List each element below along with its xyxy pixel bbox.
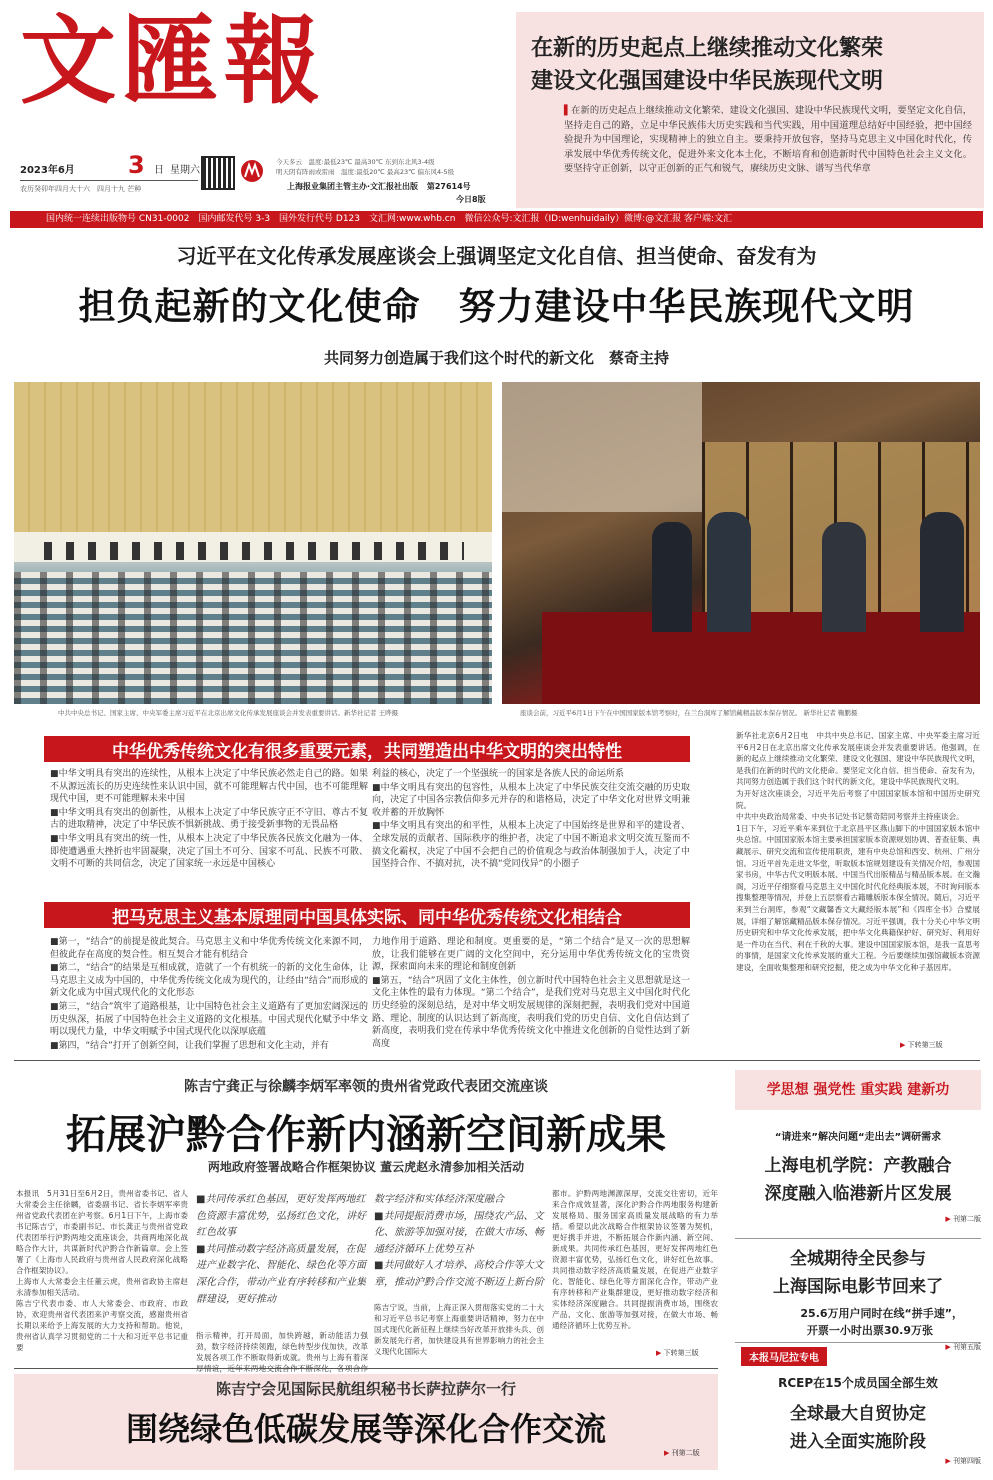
weather-today: 今天多云 <box>276 158 302 166</box>
sidebar-box-3 <box>735 1346 981 1470</box>
guizhou-col4: 都市。沪黔两地渊源深厚，交流交往密切，近年来合作成效显著，深化沪黔合作两地服务构建新发展格局、服务国家高质量发展战略的有力举措。希望以此次战略合作框架协议签署为契机，更好携手并进，不断拓展合作新内涵、新空间、新成果。共同传承红色基因，更好发挥两地红色资源丰富优势，弘扬红色文化，讲好红色故事。共同推动数字经济高质量发展，在促进产业数字化、智能化、绿色化等方面深化合作，带动产业有序转移和产业集群建设，更好推动数字经济和实体经济深度融合。共同提振消费市场，围绕农产品、文化、旅游等加强对接，在做大市场、畅通经济循环上优势互补。 <box>552 1189 718 1330</box>
lead-headline[interactable]: 担负起新的文化使命 努力建设中华民族现代文明 <box>78 285 915 328</box>
top-story-summary: ▌在新的历史起点上继续推动文化繁荣、建设文化强国、建设中华民族现代文明，要坚定文化自信，坚持走自己的路，立足中华民族伟大历史实践和当代实践，用中国道理总结好中国经验，把中国经验提升为中国理论，实现精神上的独立自主。要秉持开放包容，坚持马克思主义中国化时代化，传承发展中华优秀传统文化，促进外来文化本土化，不断培育和创造新时代中国特色社会主义文化。要坚持守正创新，以守正创新的正气和锐气，赓续历史文脉、谱写当代华章 <box>564 105 972 175</box>
caption-left: 中共中央总书记、国家主席、中央军委主席习近平在北京出席文化传承发展座谈会并发表重要讲话。新华社记者 王晔摄 <box>58 709 399 717</box>
temp-tomorrow: 温度:最低20℃ 最高23℃ 偏东风4-5级 <box>341 168 455 176</box>
right-col-continued[interactable]: ▶ 下转第三版 <box>900 1041 943 1049</box>
guizhou-continued[interactable]: ▶ 下转第三版 <box>656 1349 699 1357</box>
page-count: 今日8版 <box>456 195 486 204</box>
photo-visit <box>502 382 980 704</box>
guizhou-col1: 本报讯 5月31日至6月2日，贵州省委书记、省人大常委会主任徐麟，省委副书记、省长李炳军率贵州省党政代表团在沪考察。6月1日下午，上海市委书记陈吉宁，市委副书记、市长龚正与贵州省党政代表团举行沪黔两地交流座谈会，共商两地深化战略合作大计，共谋新时代沪黔合作新篇章。会上签署了《上海市人民政府与贵州省人民政府深化战略合作框架协议》。 上海市人大常委会主任董云虎，贵州省政协主席赵永清参加相关活动。 陈吉宁代表市委、市人大常委会、市政府、市政协，欢迎贵州省代表团来沪考察交流，感谢贵州省长期以来给予上海发展的大力支持和帮助。他说，贵州省认真学习贯彻党的二十大和习近平总书记重要 <box>16 1189 188 1352</box>
sidebar-head-3a[interactable]: 全球最大自贸协定 <box>790 1404 926 1424</box>
sidebar-head-2b[interactable]: 上海国际电影节回来了 <box>773 1277 943 1297</box>
date-lunar: 农历癸卯年四月大十六 四月十九 芒种 <box>20 185 142 193</box>
section1-col2: 利益的核心，决定了一个坚强统一的国家是各族人民的命运所系 ■中华文明具有突出的包容性，从根本上决定了中华民族交往交流交融的历史取向，决定了中国各宗教信仰多元并存的和谐格局，决定了中华文化对世界文明兼收并蓄的开放胸怀 ■中华文明具有突出的和平性，从根本上决定了中国始终是世界和平的建设者、全球发展的贡献者、国际秩序的维护者，决定了中国不断追求文明交流互鉴而不搞文化霸权，决定了中国不会把自己的价值观念与政治体制强加于人，决定了中国坚持合作、不搞对抗，决不搞“党同伐异”的小圈子 <box>372 769 690 870</box>
section1-title: 中华优秀传统文化有很多重要元素，共同塑造出中华文明的突出特性 <box>44 736 690 762</box>
section2-title: 把马克思主义基本原理同中国具体实际、同中华优秀传统文化相结合 <box>44 902 690 928</box>
guizhou-col2-text: 指示精神，打开局面，加快跨越，新动能活力强劲，数字经济持续领跑，绿色转型步伐加快，改革发展各项工作不断取得新成就。贵州与上海有着深 <box>196 1331 368 1362</box>
guizhou-headline[interactable]: 拓展沪黔合作新内涵新空间新成果 <box>66 1111 666 1158</box>
section2-col2: 力地作用于道路、理论和制度。更重要的是，“第二个结合”是又一次的思想解放，让我们能够在更广阔的文化空间中，充分运用中华优秀传统文化的宝贵资源，探索面向未来的理论和制度创新 ■第五，“结合”巩固了文化主体性，创立新时代中国特色社会主义思想就是这一文化主体性的最有力体现。“第二个结合”，是我们党对马克思主义中国化时代化历史经验的深刻总结，是对中华文明发展规律的深刻把握，表明我们党对中国道路、理论、制度的认识达到了新高度，表明我们党的历史自信、文化自信达到了新高度，表明我们党在传承中华优秀传统文化中推进文化创新的自觉性达到了新高度 <box>372 937 690 1049</box>
section1-col1: ■中华文明具有突出的连续性，从根本上决定了中华民族必然走自己的路。如果不从源远流长的历史连续性来认识中国，就不可能理解古代中国，也不可能理解现代中国，更不可能理解未来中国 ■中华文明具有突出的创新性，从根本上决定了中华民族守正不守旧、尊古不复古的进取精神，决定了中华民族不惧新挑战、勇于接受新事物的无畏品格 ■中华文明具有突出的统一性，从根本上决定了中华民族各民族文化融为一体、即使遭遇重大挫折也牢固凝聚，决定了国土不可分、国家不可乱、民族不可散、文明不可断的共同信念，决定了国家统一永远是中国核心 <box>50 769 368 870</box>
date-block <box>20 153 200 199</box>
guizhou-subhead: 两地政府签署战略合作框架协议 董云虎赵永清参加相关活动 <box>207 1160 525 1174</box>
lead-kicker: 习近平在文化传承发展座谈会上强调坚定文化自信、担当使命、奋发有为 <box>176 244 817 268</box>
bottom-continued[interactable]: ▶ 刊第二版 <box>664 1449 700 1457</box>
sidebar-head-3b[interactable]: 进入全面实施阶段 <box>790 1432 926 1452</box>
sidebar-continued-1[interactable]: ▶ 刊第二版 <box>945 1215 981 1223</box>
sidebar-tag-3: 本报马尼拉专电 <box>741 1347 827 1366</box>
weather-tomorrow: 明天阴有阵雨或雷雨 <box>276 168 335 176</box>
top-story-headline-1[interactable]: 在新的历史起点上继续推动文化繁荣 <box>531 35 884 61</box>
sidebar-head-2a[interactable]: 全城期待全民参与 <box>790 1249 926 1269</box>
sidebar-kicker-3: RCEP在15个成员国全部生效 <box>778 1376 938 1390</box>
guizhou-kicker: 陈吉宁龚正与徐麟李炳军率领的贵州省党政代表团交流座谈 <box>184 1079 548 1095</box>
temp-today: 温度:最低23℃ 最高30℃ 东到东北风3-4级 <box>308 158 435 166</box>
date-weekday: 星期六 <box>170 165 200 176</box>
sidebar-kicker-1: “请进来”解决问题“走出去”调研需求 <box>774 1132 942 1143</box>
sidebar-continued-3[interactable]: ▶ 刊第四版 <box>945 1457 981 1465</box>
right-col-text: 新华社北京6月2日电 中共中央总书记、国家主席、中央军委主席习近平6月2日在北京出席文化传承发展座谈会并发表重要讲话。他强调，在新的起点上继续推动文化繁荣、建设文化强国、建设中华民族现代文明，是我们在新的时代的文化使命。要坚定文化自信、担当使命、奋发有为，共同努力创造属于我们这个时代的新文化，建设中华民族现代文明。 为开好这次座谈会，习近平先后考察了中国国家版本馆和中国历史研究院。 中共中央政治局常委、中央书记处书记蔡奇陪同考察并主持座谈会。 1日下午，习近平乘车来到位于北京昌平区燕山脚下的中国国家版本馆中央总馆。中国国家版本馆主要承担国家版本资源规划协调、普查征集、典藏展示、研究交流和宣传使用职责，建有中央总馆和西安、杭州、广州分馆。习近平首先走进文华堂，听取版本馆规划建设有关情况介绍，参观国家书房，中华古代文明版本展、中国当代出版精品与精品版本展。在文瀚阁，习近平仔细察看马克思主义中国化时代化经典版本展，不时询问版本搜集整理等情况，并登上五层察看古籍雕版版本保全情况。随后，习近平来到兰台洞库，参观“文藏馨香文大藏经版本展”和《四库全书》合璧展展，详细了解馆藏精品版本保存情况。习近平强调，我十分关心中华文明历史研究和中华文化传承发展，把中华文化典籍保护好、研究好、利用好是一件功在当代、利在千秋的大事。建设中国国家版本馆，是我一直思考的事情，是国家文化传承发展的重大工程。今后要继续加强馆藏版本资源建设，全面收集整理和研究挖掘，使之成为中华文化种子基因库。 <box>736 731 980 972</box>
sidebar-sub-2b: 开票一小时出票30.9万张 <box>806 1324 933 1337</box>
photo-meeting <box>14 382 492 704</box>
sidebar-continued-2[interactable]: ▶ 刊第五版 <box>945 1343 981 1351</box>
guizhou-col3-text: 陈吉宁说，当前，上海正深入贯彻落实党的二十大和习近平总书记考察上海重要讲话精神，努力在中国式现代化新征程上继续当好改革开放排头兵、创新发展先行者，加快建设具有世界影响力的社会主义现代化国际大 <box>374 1303 544 1356</box>
date-day-unit: 日 <box>154 165 164 176</box>
guizhou-col3-quote: 数字经济和实体经济深度融合 ■共同提振消费市场，围绕农产品、文化、旅游等加强对接，在做大市场、畅通经济循环上优势互补 ■共同做好人才培养、高校合作等大文章，推动沪黔合作交流不断迈上新台阶 <box>374 1194 544 1288</box>
sidebar-tag-1: 学思想 强党性 重实践 建新功 <box>735 1070 981 1110</box>
masthead-title: 文匯報 <box>20 4 326 117</box>
date-day: 3 <box>128 151 145 179</box>
publisher: 上海报业集团主管主办·文汇报社出版 <box>287 182 419 191</box>
section2-col1: ■第一，“结合”的前提是彼此契合。马克思主义和中华优秀传统文化来源不同，但彼此存在高度的契合性。相互契合才能有机结合 ■第二，“结合”的结果是互相成就，造就了一个有机统一的新的文化生命体，让马克思主义成为中国的，中华优秀传统文化成为现代的，让经由“结合”而形成的新文化成为中国式现代化的文化形态 ■第三，“结合”筑牢了道路根基，让中国特色社会主义道路有了更加宏阔深远的历史纵深，拓展了中国特色社会主义道路的文化根基。中国式现代化赋予中华文明以现代力量，中华文明赋予中国式现代化以深厚底蕴 ■第四，“结合”打开了创新空间，让我们掌握了思想和文化主动，并有 <box>50 937 368 1051</box>
caption-right: 座谈会前，习近平6月1日下午在中国国家版本馆考察时，在兰台洞库了解馆藏精品版本保存情况。 新华社记者 鞠鹏摄 <box>520 709 858 717</box>
top-story-headline-2[interactable]: 建设文化强国建设中华民族现代文明 <box>531 68 884 94</box>
bottom-headline[interactable]: 围绕绿色低碳发展等深化合作交流 <box>125 1410 606 1448</box>
qr-code-icon <box>201 156 235 190</box>
whb-logo-icon <box>240 157 264 187</box>
sidebar-head-1b[interactable]: 深度融入临港新片区发展 <box>764 1184 952 1204</box>
guizhou-col2-quote: ■共同传承红色基因，更好发挥两地红色资源丰富优势，弘扬红色文化，讲好红色故事 ■共同推动数字经济高质量发展，在促进产业数字化、智能化、绿色化等方面深化合作，带动产业有序转移和产业集群建设，更好推动 <box>196 1194 366 1305</box>
sidebar-sub-2a: 25.6万用户同时在线“拼手速”， <box>800 1307 963 1320</box>
sidebar-box-1 <box>735 1070 981 1236</box>
lead-subhead: 共同努力创造属于我们这个时代的新文化 蔡奇主持 <box>323 349 669 367</box>
sidebar-head-1a[interactable]: 上海电机学院：产教融合 <box>764 1156 952 1176</box>
sidebar-box-2 <box>735 1244 981 1351</box>
bottom-kicker: 陈吉宁会见国际民航组织秘书长萨拉萨尔一行 <box>215 1380 516 1398</box>
date-month: 2023年6月 <box>20 165 75 176</box>
issue-number: 第27614号 <box>426 182 471 191</box>
info-bar: 国内统一连续出版物号 CN31-0002 国内邮发代号 3-3 国外发行代号 D123 文汇网:www.whb.cn 微信公众号:文汇报（ID:wenhuidaily）微博:@文汇报 客户端:文汇 <box>10 211 983 228</box>
